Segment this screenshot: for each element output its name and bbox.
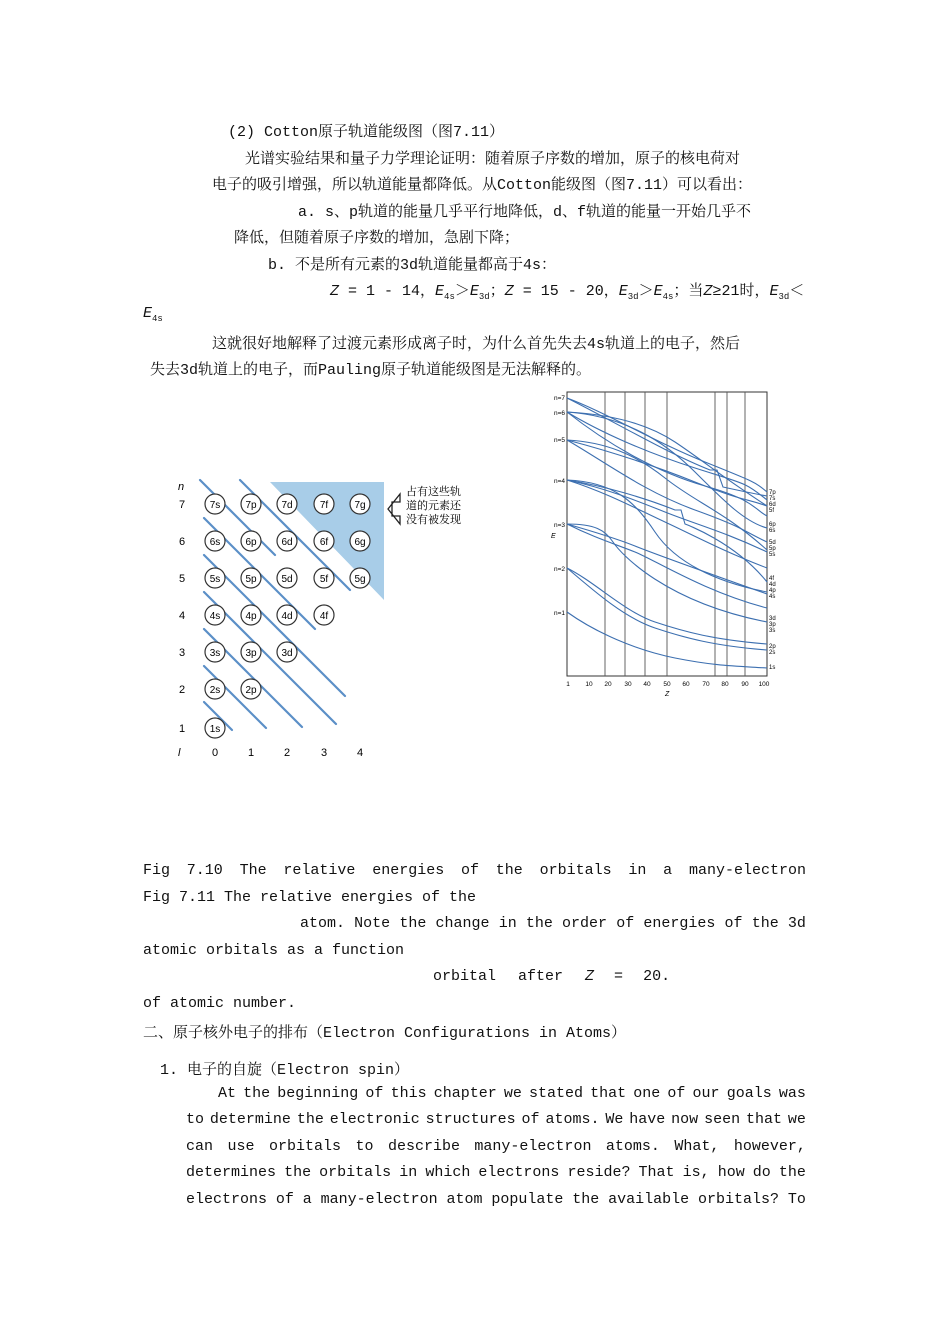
- energy-condition-cont: $E_{4s}$: [143, 305, 163, 324]
- body-line: can use orbitals to describe many-electron atoms. What, however,: [186, 1138, 806, 1155]
- body-line: electrons of a many-electron atom populate the available orbitals? To: [186, 1191, 806, 1208]
- l-tick: 0: [211, 747, 219, 759]
- orbital-label: 6f: [319, 537, 329, 548]
- z-tick: 1: [566, 681, 570, 688]
- orbital-label: 3d: [281, 648, 293, 659]
- orbital-end-label: 5p: [769, 546, 776, 552]
- z-tick: 60: [682, 681, 690, 688]
- z-axis-label: Z: [665, 691, 670, 698]
- orbital-end-label: 4s: [769, 594, 776, 600]
- z-tick: 50: [663, 681, 671, 688]
- z-tick: 100: [758, 681, 770, 688]
- orbital-end-label: 4d: [769, 582, 776, 588]
- n-tick: 5: [178, 573, 186, 585]
- orbital-end-label: 4p: [769, 588, 776, 594]
- n-tick: 2: [178, 684, 186, 696]
- orbital-label: 3s: [209, 648, 221, 659]
- n-level-label: n=3: [553, 522, 565, 529]
- orbital-label: 1s: [209, 724, 221, 735]
- orbital-end-label: 2p: [769, 644, 776, 650]
- orbital-end-label: 3s: [769, 628, 776, 634]
- orbital-end-label: 3p: [769, 622, 776, 628]
- list-item-a: a. s、p轨道的能量几乎平行地降低，d、f轨道的能量一开始几乎不: [298, 204, 752, 221]
- orbital-label: 2s: [209, 685, 221, 696]
- orbital-label: 3p: [245, 648, 257, 659]
- orbital-row-1: [205, 718, 225, 738]
- orbital-row-3: [205, 642, 297, 662]
- orbital-label: 5f: [319, 574, 329, 585]
- orbital-label: 7p: [245, 500, 257, 511]
- orbital-label: 4p: [245, 611, 257, 622]
- caption-line: Fig 7.11 The relative energies of the: [143, 889, 477, 906]
- callout-line: 没有被发现: [406, 514, 461, 526]
- paragraph-line: 这就很好地解释了过渡元素形成离子时，为什么首先失去4s轨道上的电子，然后: [212, 336, 741, 353]
- pauling-diagram: [160, 460, 520, 770]
- l-axis-ticks: [212, 747, 363, 759]
- orbital-end-label: 6p: [769, 522, 776, 528]
- l-tick: 2: [283, 747, 291, 759]
- l-tick: 3: [320, 747, 328, 759]
- orbital-end-label: 5f: [769, 508, 775, 514]
- z-tick: 30: [624, 681, 632, 688]
- orbital-label: 4f: [319, 611, 329, 622]
- body-line: to determine the electronic structures of atoms. We have now seen that we: [186, 1111, 806, 1128]
- z-tick: 80: [721, 681, 729, 688]
- n-axis-ticks: [179, 499, 185, 735]
- orbital-label: 7s: [209, 500, 221, 511]
- orbital-end-label: 7s: [769, 496, 776, 502]
- body-line: determines the orbitals in which electrons reside? That is, how do the: [186, 1164, 806, 1181]
- cotton-diagram: [545, 382, 795, 702]
- callout-line: 道的元素还: [406, 500, 461, 512]
- energy-condition: Z = 1 - 14，$E_{4s}>E_{3d}$；Z = 15 - 20，$E_{3d}>E_{4s}$；当Z≥21时，$E_{3d}<$: [330, 283, 805, 302]
- z-tick: 20: [604, 681, 612, 688]
- n-tick: 7: [178, 499, 186, 511]
- orbital-label: 6s: [209, 537, 221, 548]
- body-line: At the beginning of this chapter we stated that one of our goals was: [218, 1085, 806, 1102]
- l-tick: 1: [247, 747, 255, 759]
- orbital-label: 5p: [245, 574, 257, 585]
- z-tick: 90: [741, 681, 749, 688]
- orbital-end-label: 2s: [769, 650, 776, 656]
- orbital-label: 7d: [281, 500, 293, 511]
- paragraph-line: 失去3d轨道上的电子，而Pauling原子轨道能级图是无法解释的。: [150, 362, 592, 379]
- orbital-end-label: 4f: [769, 576, 775, 582]
- orbital-label: 7f: [319, 500, 329, 511]
- part2-heading: 二、原子核外电子的排布（Electron Configurations in Atoms）: [143, 1025, 627, 1042]
- n-level-label: n=6: [553, 410, 565, 417]
- z-tick: 40: [643, 681, 651, 688]
- orbital-end-label: 6d: [769, 502, 776, 508]
- n-level-label: n=5: [553, 437, 565, 444]
- list-item-b: b. 不是所有元素的3d轨道能量都高于4s：: [268, 257, 557, 274]
- n-tick: 1: [178, 723, 186, 735]
- orbital-label: 6g: [354, 537, 366, 548]
- l-tick: 4: [356, 747, 364, 759]
- section-heading: (2) Cotton原子轨道能级图（图7.11）: [228, 124, 505, 141]
- n-level-label: n=7: [553, 395, 565, 402]
- l-axis-label: l: [178, 747, 181, 759]
- orbital-end-label: 5d: [769, 540, 776, 546]
- orbital-end-label: 1s: [769, 665, 776, 671]
- arrow-left-icon: [388, 494, 400, 524]
- orbital-end-label: 3d: [769, 616, 776, 622]
- orbital-label: 5s: [209, 574, 221, 585]
- paragraph-line: 光谱实验结果和量子力学理论证明：随着原子序数的增加，原子的核电荷对: [245, 151, 741, 168]
- n-tick: 6: [178, 536, 186, 548]
- subsection-heading: 1. 电子的自旋（Electron spin）: [160, 1062, 410, 1079]
- n-axis-label: n: [178, 481, 185, 493]
- n-level-label: n=2: [553, 566, 565, 573]
- caption-line: orbital after Z = 20.: [433, 968, 671, 985]
- caption-line: atomic orbitals as a function: [143, 942, 405, 959]
- orbital-label: 6d: [281, 537, 293, 548]
- orbital-label: 4d: [281, 611, 293, 622]
- caption-line: Fig 7.10 The relative energies of the orbitals in a many-electron: [143, 862, 806, 879]
- paragraph-line: 电子的吸引增强，所以轨道能量都降低。从Cotton能级图（图7.11）可以看出：: [212, 177, 753, 194]
- z-tick: 10: [585, 681, 593, 688]
- caption-line: of atomic number.: [143, 995, 297, 1012]
- orbital-end-label: 5s: [769, 552, 776, 558]
- orbital-label: 5g: [354, 574, 366, 585]
- n-tick: 3: [178, 647, 186, 659]
- n-tick: 4: [178, 610, 186, 622]
- n-level-label: n=1: [553, 610, 565, 617]
- caption-line: atom. Note the change in the order of energies of the 3d: [300, 915, 806, 932]
- orbital-label: 6p: [245, 537, 257, 548]
- orbital-label: 7g: [354, 500, 366, 511]
- orbital-end-label: 6s: [769, 528, 776, 534]
- z-tick: 70: [702, 681, 710, 688]
- list-item-a-cont: 降低，但随着原子序数的增加，急剧下降；: [234, 230, 520, 247]
- orbital-label: 5d: [281, 574, 293, 585]
- n-level-label: n=4: [553, 478, 565, 485]
- orbital-label: 2p: [245, 685, 257, 696]
- e-axis-label: E: [551, 533, 556, 540]
- callout-line: 占有这些轨: [406, 486, 461, 498]
- orbital-end-label: 7p: [769, 490, 776, 496]
- orbital-label: 4s: [209, 611, 221, 622]
